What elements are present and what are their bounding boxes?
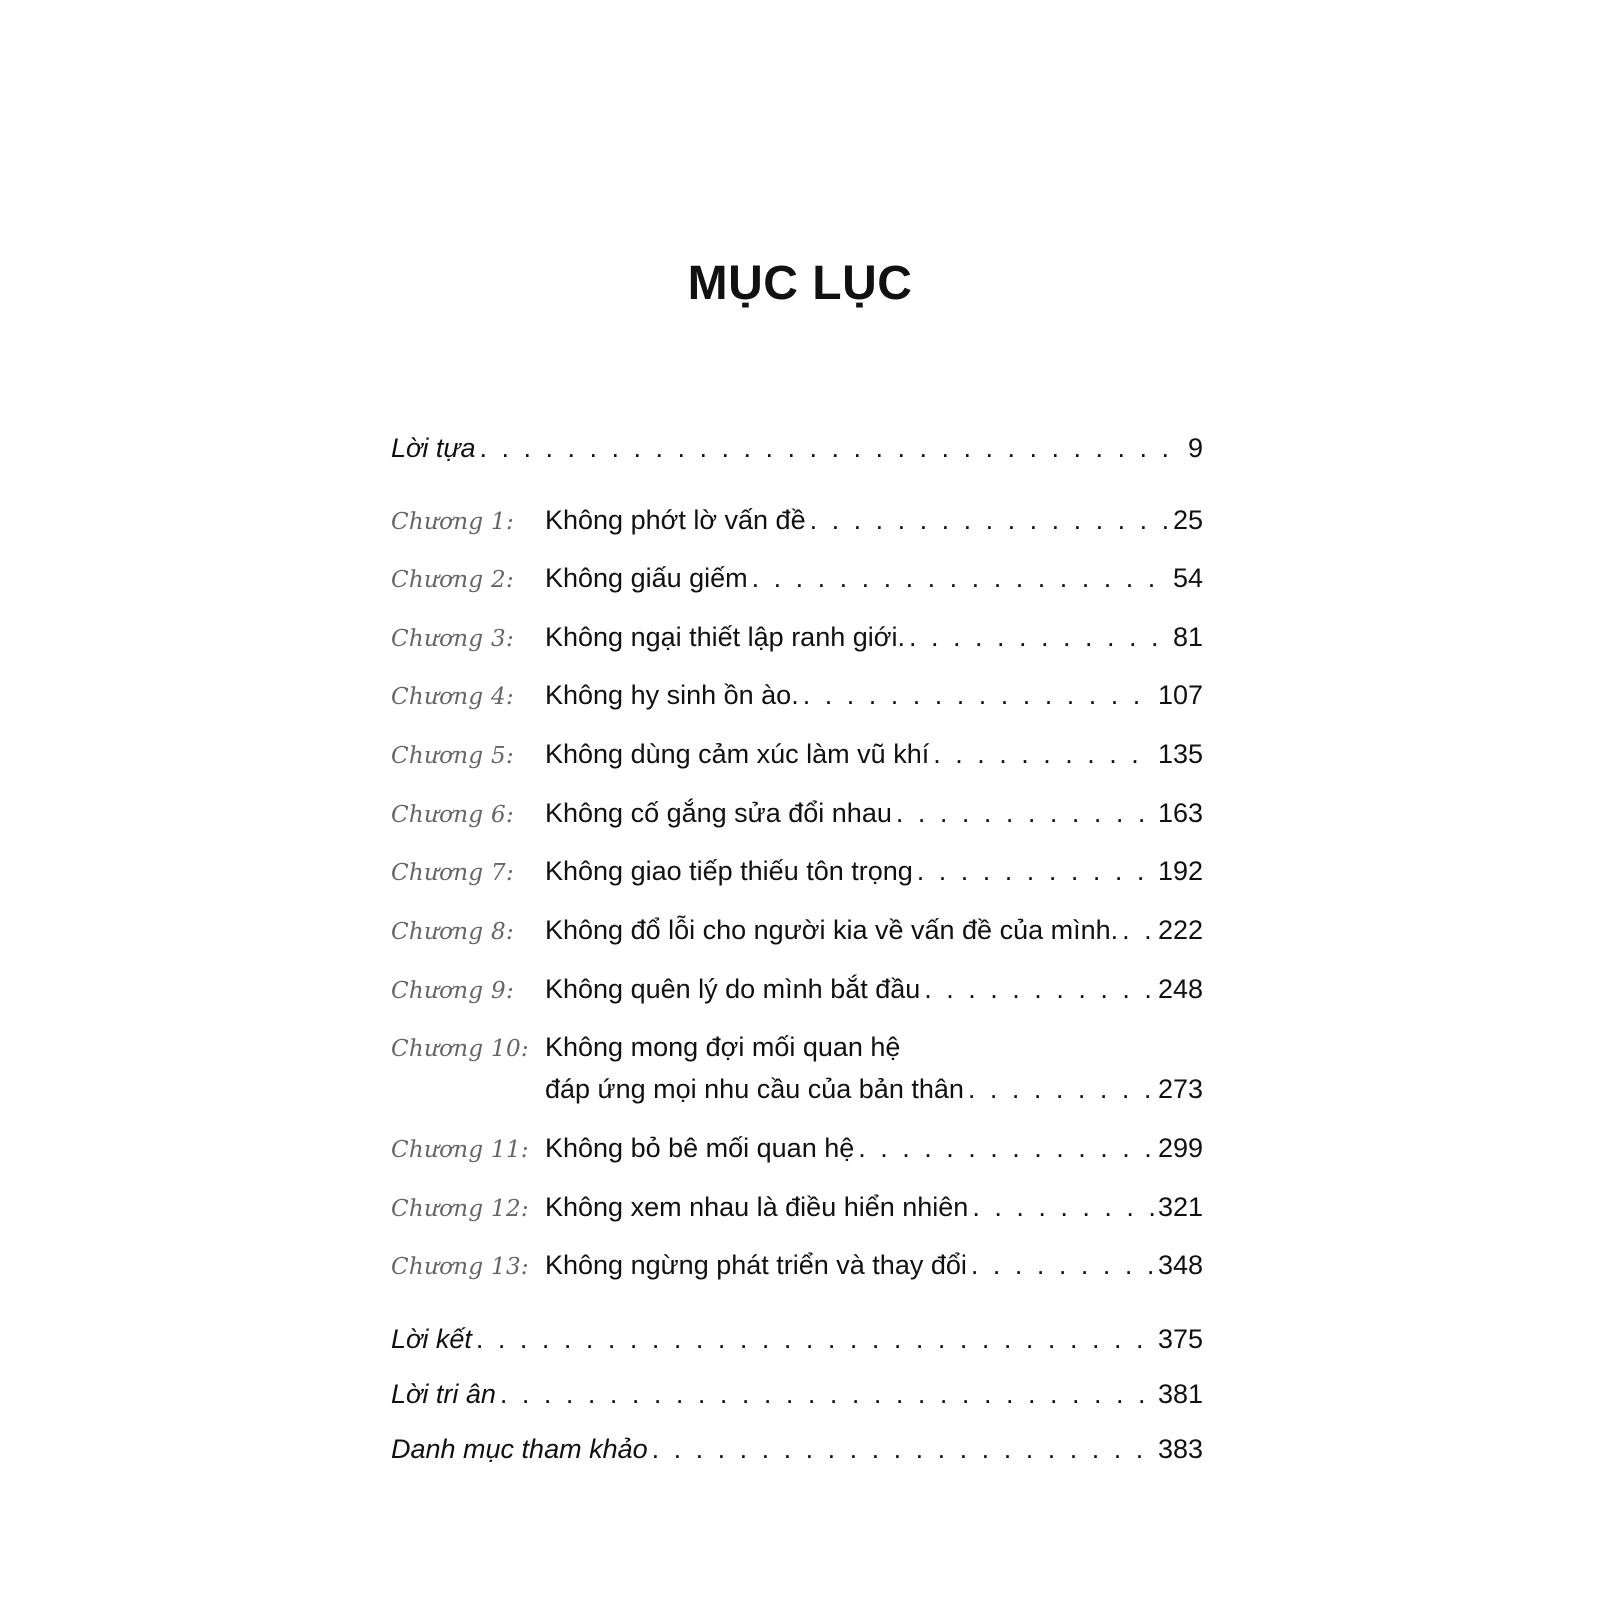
chapter-title: Không phớt lờ vấn đề	[545, 505, 806, 535]
page-number: 248	[1157, 974, 1203, 1004]
page-number: 222	[1157, 915, 1203, 945]
page-number: 192	[1157, 856, 1203, 886]
toc-entry-chapter-10[interactable]	[391, 1027, 1203, 1067]
entry-label: Lời tựa	[391, 433, 476, 463]
chapter-number: Chương 2:	[391, 567, 515, 593]
dot-leader	[971, 1245, 1154, 1285]
dot-leader	[972, 1187, 1154, 1227]
entry-label: Lời tri ân	[391, 1379, 496, 1409]
chapter-title: Không ngừng phát triển và thay đổi	[545, 1250, 967, 1280]
toc-entry-chapter-4[interactable]	[391, 675, 1203, 715]
toc-entry-chapter-11[interactable]	[391, 1128, 1203, 1168]
toc-entry-acknowledgements[interactable]	[391, 1374, 1203, 1414]
dot-leader	[500, 1374, 1154, 1414]
chapter-title: Không dùng cảm xúc làm vũ khí	[545, 739, 930, 769]
toc-entry-references[interactable]	[391, 1429, 1203, 1469]
chapter-number: Chương 1:	[391, 509, 515, 535]
chapter-title: Không hy sinh ồn ào.	[545, 680, 799, 710]
toc-entry-chapter-6[interactable]	[391, 793, 1203, 833]
dot-leader	[476, 1319, 1154, 1359]
chapter-number: Chương 9:	[391, 978, 515, 1004]
page-number: 135	[1157, 739, 1203, 769]
chapter-number: Chương 13:	[391, 1254, 529, 1280]
dot-leader	[803, 675, 1154, 715]
entry-label: Lời kết	[391, 1324, 472, 1354]
dot-leader	[917, 851, 1154, 891]
dot-leader	[924, 969, 1154, 1009]
dot-leader	[652, 1429, 1154, 1469]
chapter-number: Chương 7:	[391, 860, 515, 886]
toc-entry-chapter-13[interactable]	[391, 1245, 1203, 1285]
page-number: 348	[1157, 1250, 1203, 1280]
page-number: 273	[1157, 1074, 1203, 1104]
toc-entry-chapter-1[interactable]	[391, 500, 1203, 540]
chapter-title: Không ngại thiết lập ranh giới.	[545, 622, 905, 652]
chapter-number: Chương 4:	[391, 684, 515, 710]
dot-leader	[968, 1069, 1154, 1109]
chapter-number: Chương 11:	[391, 1137, 529, 1163]
chapter-title: Không bỏ bê mối quan hệ	[545, 1133, 855, 1163]
chapter-title-line-1: Không mong đợi mối quan hệ	[545, 1032, 901, 1062]
chapter-number: Chương 12:	[391, 1196, 529, 1222]
page-number: 81	[1172, 622, 1203, 652]
dot-leader	[858, 1128, 1154, 1168]
page-number: 54	[1172, 563, 1203, 593]
chapter-title: Không xem nhau là điều hiển nhiên	[545, 1192, 969, 1222]
toc-entry-chapter-8[interactable]	[391, 910, 1203, 950]
chapter-title: Không giấu giếm	[545, 563, 748, 593]
page-number: 25	[1172, 505, 1203, 535]
chapter-number: Chương 6:	[391, 802, 515, 828]
chapter-number: Chương 3:	[391, 626, 515, 652]
toc-entry-chapter-9[interactable]	[391, 969, 1203, 1009]
page-number: 163	[1157, 798, 1203, 828]
toc-entry-chapter-2[interactable]	[391, 558, 1203, 598]
dot-leader	[810, 500, 1169, 540]
chapter-title: Không giao tiếp thiếu tôn trọng	[545, 856, 913, 886]
dot-leader	[933, 734, 1154, 774]
chapter-title: Không cố gắng sửa đổi nhau	[545, 798, 892, 828]
entry-label: Danh mục tham khảo	[391, 1434, 648, 1464]
toc-entry-chapter-10-continued[interactable]	[391, 1069, 1203, 1109]
toc-entry-epilogue[interactable]	[391, 1319, 1203, 1359]
chapter-title: Không đổ lỗi cho người kia về vấn đề của mình.	[545, 915, 1119, 945]
chapter-title-line-2: đáp ứng mọi nhu cầu của bản thân	[545, 1074, 964, 1104]
page-number: 9	[1187, 433, 1203, 463]
toc-entry-chapter-3[interactable]	[391, 617, 1203, 657]
toc-entry-chapter-5[interactable]	[391, 734, 1203, 774]
dot-leader	[752, 558, 1169, 598]
page-number: 107	[1157, 680, 1203, 710]
page-number: 299	[1157, 1133, 1203, 1163]
chapter-title: Không quên lý do mình bắt đầu	[545, 974, 921, 1004]
page-number: 375	[1157, 1324, 1203, 1354]
dot-leader	[1122, 910, 1154, 950]
toc-entry-chapter-12[interactable]	[391, 1187, 1203, 1227]
dot-leader	[896, 793, 1154, 833]
page-number: 321	[1157, 1192, 1203, 1222]
page-number: 383	[1157, 1434, 1203, 1464]
dot-leader	[909, 617, 1169, 657]
page-number: 381	[1157, 1379, 1203, 1409]
chapter-number: Chương 8:	[391, 919, 515, 945]
dot-leader	[479, 428, 1184, 468]
page-title: MỤC LỤC	[687, 257, 913, 310]
toc-entry-preface[interactable]	[391, 428, 1203, 468]
chapter-number: Chương 10:	[391, 1036, 529, 1062]
toc-entry-chapter-7[interactable]	[391, 851, 1203, 891]
chapter-number: Chương 5:	[391, 743, 515, 769]
